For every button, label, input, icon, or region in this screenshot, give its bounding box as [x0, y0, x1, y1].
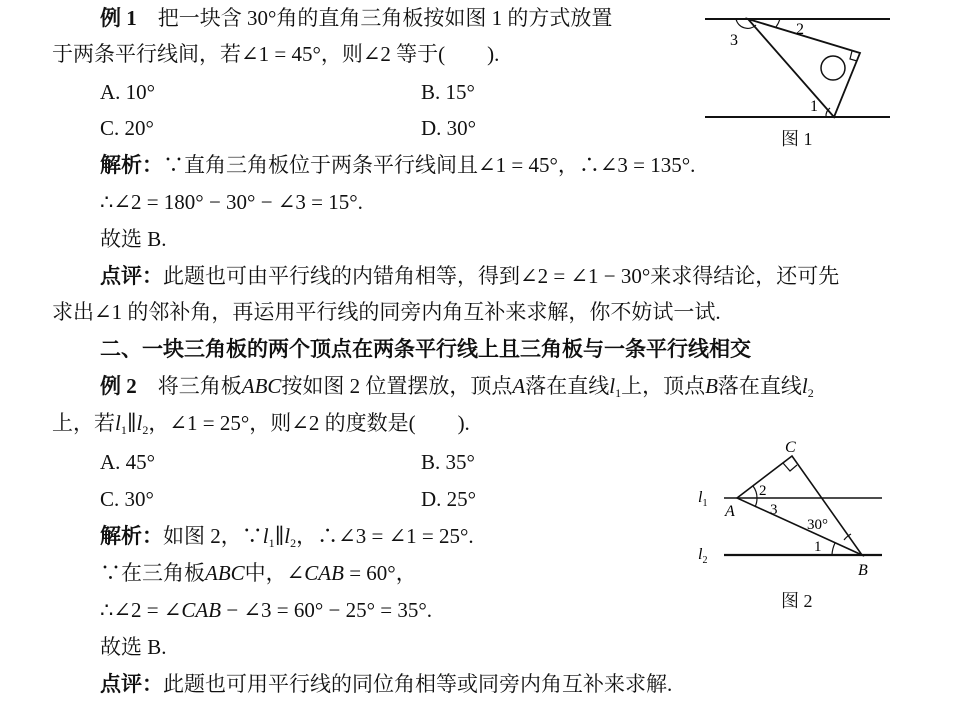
ex2-option-d: D. 25° — [421, 487, 477, 511]
fig2-label-B: B — [858, 562, 868, 579]
fig2-right-angle-mark — [783, 463, 797, 471]
ex1-stem-line2: 于两条平行线间，若∠1 = 45°，则∠2 等于( ). — [52, 42, 500, 66]
ex1-analysis-line1: 解析：∵直角三角板位于两条平行线间且∠1 = 45°，∴∠3 = 135°. — [100, 153, 696, 177]
fig1-triangle — [748, 19, 860, 117]
ex2-option-b: B. 35° — [421, 450, 475, 474]
fig2-label-l1: $l_1$ — [698, 489, 708, 509]
ex1-analysis-line2: ∴∠2 = 180° − 30° − ∠3 = 15°. — [100, 190, 363, 214]
ex1-option-c: C. 20° — [100, 116, 154, 140]
fig2-angle-label-2: 2 — [759, 483, 767, 499]
fig2-angle2-arc — [753, 486, 757, 498]
ex1-answer: 故选 B. — [100, 227, 167, 251]
ex1-option-a: A. 10° — [100, 80, 156, 104]
fig2-angle-label-3: 3 — [770, 502, 778, 518]
figure-1 — [700, 5, 900, 135]
fig2-angle-label-1: 1 — [814, 539, 822, 555]
ex2-analysis-line1: 解析：如图 2，$\because l_1\parallel l_2$，∴∠3 = ∠1 = 25°. — [100, 524, 474, 550]
ex2-analysis-line3: ∴∠2 = ∠CAB − ∠3 = 60° − 25° = 35°. — [100, 598, 432, 622]
ex2-option-c: C. 30° — [100, 487, 154, 511]
fig2-label-A: A — [725, 503, 735, 520]
ex1-comment-line1: 点评：此题也可由平行线的内错角相等，得到∠2 = ∠1 − 30°来求得结论，还可先 — [100, 264, 840, 288]
ex1-stem-line1: 例 1 把一块含 30°角的直角三角板按如图 1 的方式放置 — [100, 6, 613, 30]
fig2-angle1-arc — [832, 543, 835, 555]
fig1-label-3: 3 — [730, 32, 738, 49]
ex1-comment-line2: 求出∠1 的邻补角，再运用平行线的同旁内角互补来求解，你不妨试一试. — [52, 300, 721, 324]
ex2-answer: 故选 B. — [100, 635, 167, 659]
fig2-caption: 图 2 — [781, 591, 813, 611]
ex2-stem-line2: 上，若$l_1\parallel l_2$，∠1 = 25°，则∠2 的度数是( ). — [52, 411, 470, 437]
fig1-label-1: 1 — [810, 98, 818, 115]
fig1-hole — [821, 56, 845, 80]
fig2-angle3-arc — [755, 498, 757, 507]
section2-heading: 二、一块三角板的两个顶点在两条平行线上且三角板与一条平行线相交 — [100, 337, 751, 361]
fig2-label-C: C — [785, 439, 796, 456]
fig2-label-l2: $l_2$ — [698, 546, 708, 566]
ex2-comment-line1: 点评：此题也可用平行线的同位角相等或同旁内角互补来求解. — [100, 672, 673, 696]
fig1-label-2: 2 — [796, 21, 804, 38]
ex1-option-d: D. 30° — [421, 116, 477, 140]
ex2-stem-line1: 例 2 将三角板ABC按如图 2 位置摆放，顶点A落在直线$l_1$上，顶点B落在直线$l_2$ — [100, 374, 814, 400]
fig1-angle2-arc — [776, 19, 780, 27]
fig2-angle-label-30: 30° — [807, 517, 828, 533]
fig1-caption: 图 1 — [781, 129, 813, 149]
ex2-option-a: A. 45° — [100, 450, 156, 474]
ex1-label: 例 1 — [100, 6, 137, 30]
ex1-option-b: B. 15° — [421, 80, 475, 104]
figure-2 — [692, 438, 892, 583]
ex2-analysis-line2: ∵在三角板ABC中，∠CAB = 60°， — [100, 561, 417, 585]
